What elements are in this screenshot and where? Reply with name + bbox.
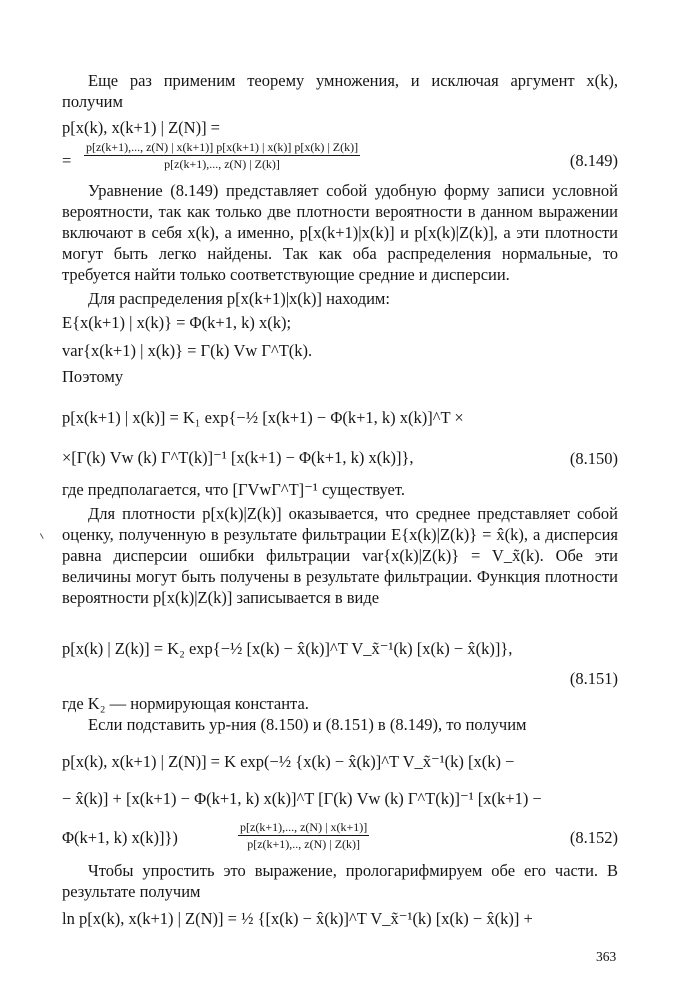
fraction-numerator: p[z(k+1),..., z(N) | x(k+1)] [240, 820, 368, 834]
equation-line-1: p[x(k+1) | x(k)] = K₁ exp{−½ [x(k+1) − Φ(k+1, k) x(k)]^T × [62, 408, 464, 427]
scan-mark [40, 531, 47, 539]
paragraph-text: где предполагается, что [ΓVwΓ^T]⁻¹ существует. [62, 480, 405, 499]
equation-mean [62, 312, 618, 333]
equation-line: var{x(k+1) | x(k)} = Γ(k) Vw Γ^T(k). [62, 341, 313, 360]
equation-line: ln p[x(k), x(k+1) | Z(N)] = ½ {[x(k) − x̂(k)]^T V_x̃⁻¹(k) [x(k) − x̂(k)] + [62, 909, 533, 928]
fraction [238, 820, 369, 851]
paragraph-distribution [62, 288, 618, 309]
equation-variance [62, 340, 618, 361]
paragraph-therefore [62, 366, 618, 387]
paragraph-substitute [62, 714, 618, 735]
paragraph-density [62, 503, 618, 608]
equation-lhs: p[x(k), x(k+1) | Z(N)] = [62, 118, 220, 137]
paragraph-text: Еще раз применим теорему умножения, и исключая аргумент x(k), получим [62, 71, 618, 111]
fraction-denominator: p[z(k+1),.., z(N) | Z(k)] [247, 837, 361, 851]
equation-log [62, 904, 618, 934]
equals-sign: = [62, 151, 72, 170]
equation-line-2: ×[Γ(k) Vw (k) Γ^T(k)]⁻¹ [x(k+1) − Φ(k+1, k) x(k)]}, [62, 448, 414, 467]
equation-number: (8.149) [569, 151, 618, 170]
equation-8-152 [62, 744, 618, 858]
fraction-numerator: p[z(k+1),..., z(N) | x(k+1)] p[x(k+1) | x(k)] p[x(k) | Z(k)] [86, 140, 359, 154]
paragraph-text: Уравнение (8.149) представляет собой удобную форму записи условной вероятности, так как только две плотности вероятности в данном выражении включают в себя x(k), а именно, p[x(k+1)|x(k)] и p[x(k)|Z(k)], а эти плотности могут быть легко найдены. Так как оба распределения нормальные, то требуется найти только соответствующие средние и дисперсии. [62, 181, 618, 284]
equation-8-151 [62, 632, 618, 692]
equation-8-150 [62, 398, 618, 478]
equation-line: E{x(k+1) | x(k)} = Φ(k+1, k) x(k); [62, 313, 292, 332]
paragraph-explanation [62, 180, 618, 285]
equation-line: p[x(k) | Z(k)] = K₂ exp{−½ [x(k) − x̂(k)]^T V_x̃⁻¹(k) [x(k) − x̂(k)]}, [62, 639, 513, 658]
paragraph-normalizing [62, 693, 618, 714]
equation-number: (8.152) [569, 828, 618, 847]
paragraph-intro [62, 70, 618, 112]
paragraph-text: Поэтому [62, 367, 124, 386]
fraction [84, 140, 360, 171]
paragraph-text: Если подставить ур-ния (8.150) и (8.151) в (8.149), то получим [88, 715, 527, 734]
paragraph-simplify [62, 860, 618, 902]
equation-number: (8.150) [569, 449, 618, 468]
paragraph-text: где K₂ — нормирующая константа. [62, 694, 309, 713]
equation-8-149 [62, 117, 618, 178]
equation-line-1: p[x(k), x(k+1) | Z(N)] = K exp(−½ {x(k) − x̂(k)]^T V_x̃⁻¹(k) [x(k) − [62, 752, 515, 771]
equation-line-3: Φ(k+1, k) x(k)]}) [62, 828, 178, 847]
paragraph-text: Для плотности p[x(k)|Z(k)] оказывается, что среднее представляет собой оценку, полученную в результате фильтрации E{x(k)|Z(k)} = x̂(k), а дисперсия равна дисперсии ошибки фильтрации var{x(k)|Z(k)} = V_x̃(k). Обе эти величины могут быть получены в результате фильтрации. Функция плотности вероятности p[x(k)|Z(k)] записывается в виде [62, 504, 618, 607]
page-number: 363 [596, 949, 617, 964]
paragraph-text: Для распределения p[x(k+1)|x(k)] находим: [88, 289, 390, 308]
paragraph-assumption [62, 479, 618, 500]
fraction-denominator: p[z(k+1),..., z(N) | Z(k)] [164, 157, 280, 171]
equation-line-2: − x̂(k)] + [x(k+1) − Φ(k+1, k) x(k)]^T [Γ(k) Vw (k) Γ^T(k)]⁻¹ [x(k+1) − [62, 789, 542, 808]
paragraph-text: Чтобы упростить это выражение, прологарифмируем обе его части. В результате получим [62, 861, 618, 901]
equation-number: (8.151) [569, 669, 618, 688]
